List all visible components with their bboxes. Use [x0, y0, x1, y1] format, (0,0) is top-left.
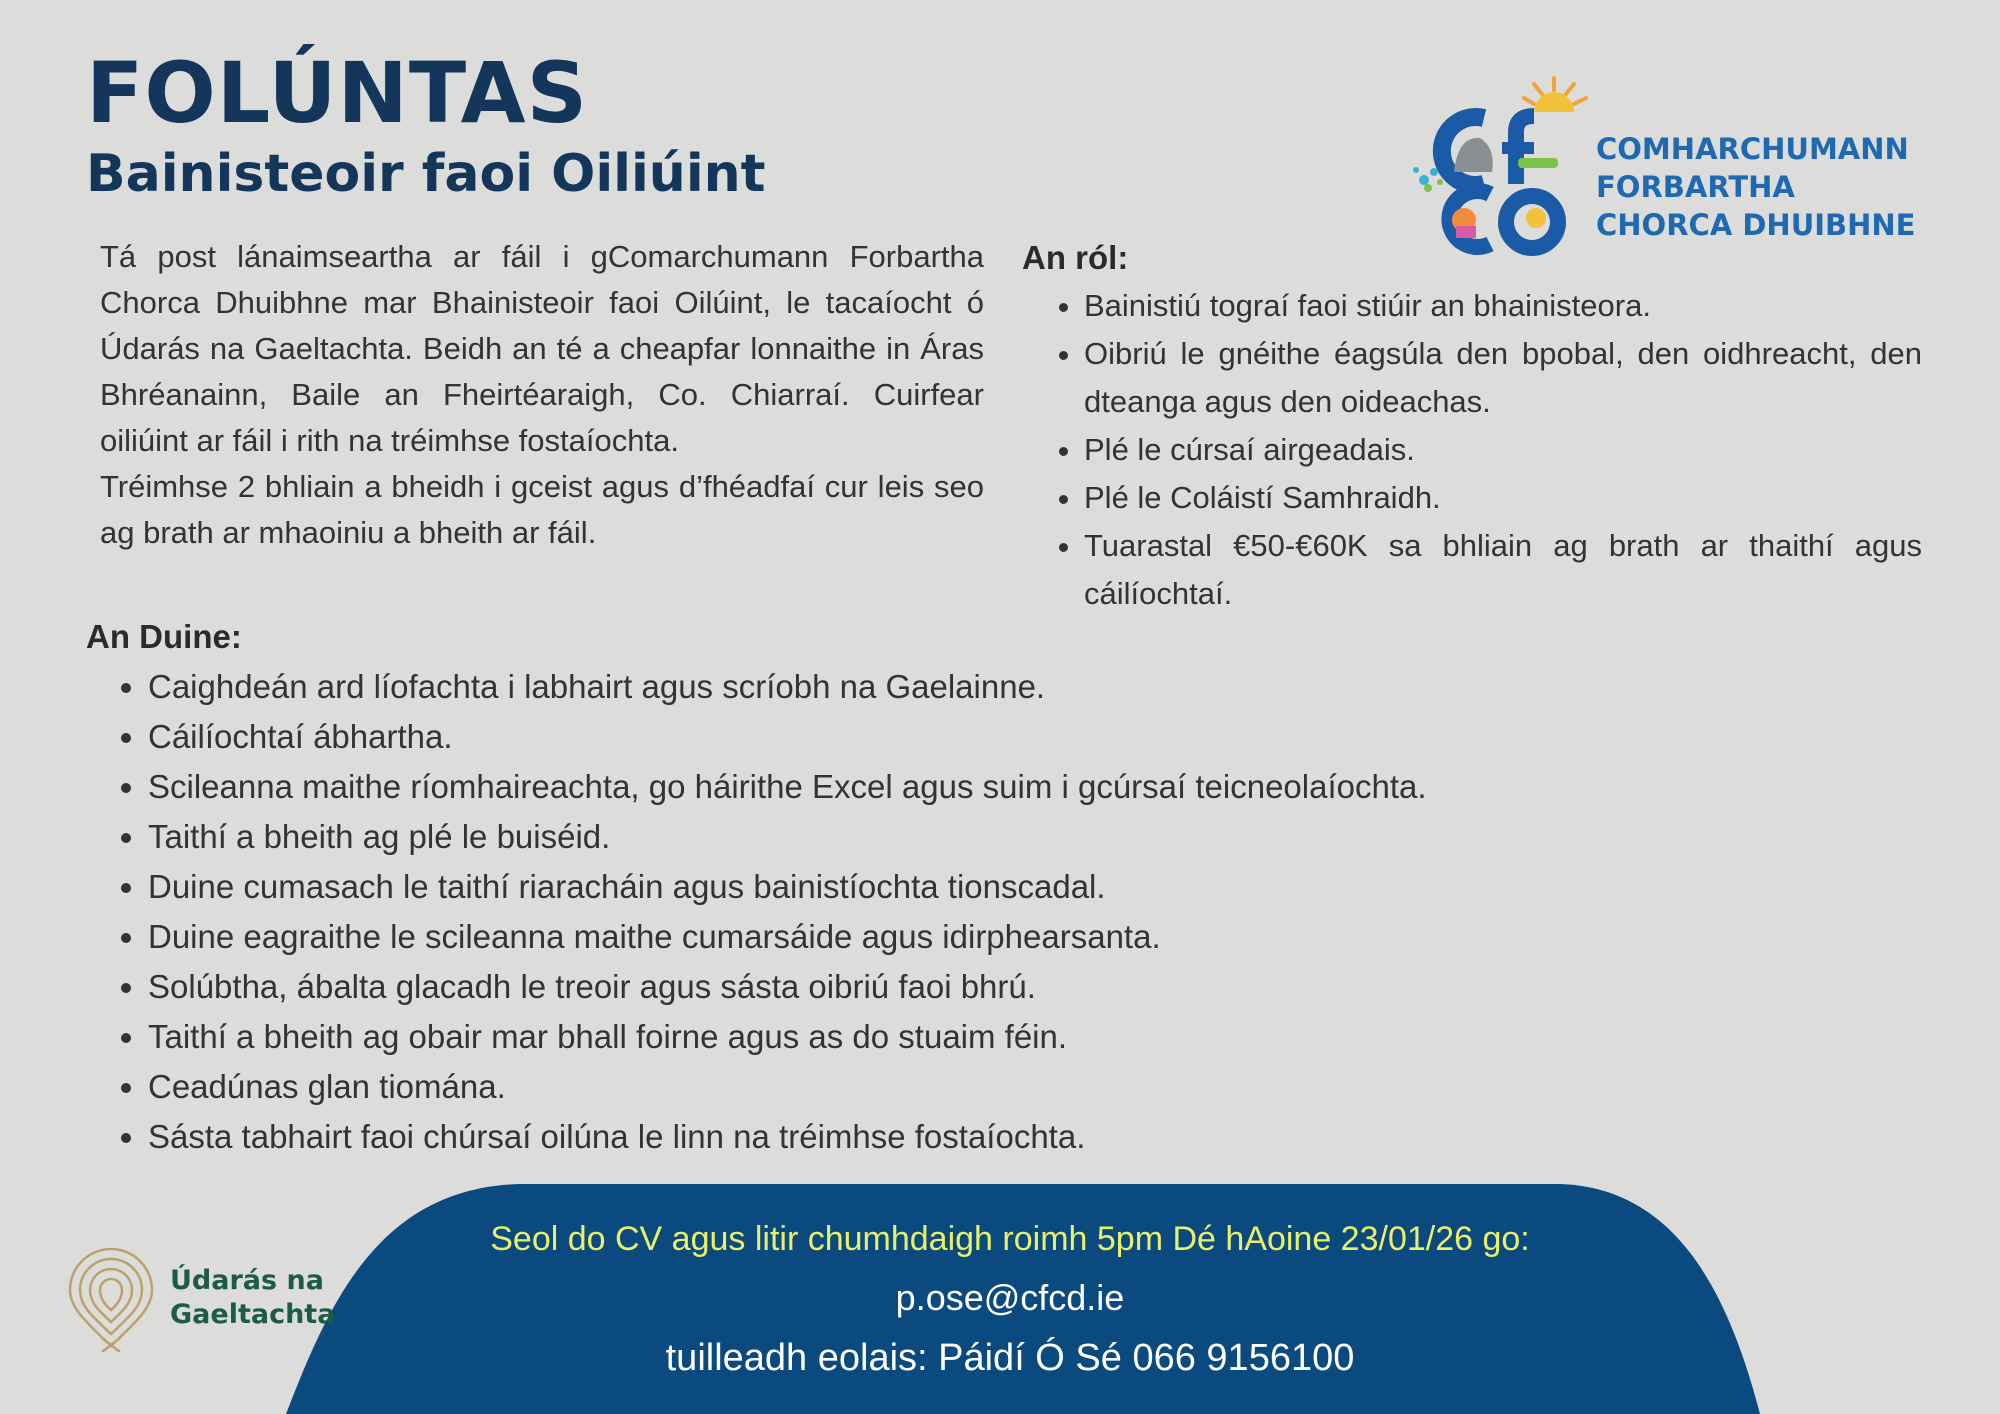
- person-section: [86, 612, 1886, 1162]
- list-item: • Plé le Coláistí Samhraidh.: [1084, 474, 1922, 522]
- udaras-logo-line: Gaeltachta: [170, 1299, 336, 1330]
- contact-email-link[interactable]: p.ose@cfcd.ie: [895, 1277, 1125, 1318]
- page-title: FOLÚNTAS: [86, 44, 589, 142]
- contact-info: tuilleadh eolais: Páidí Ó Sé 066 9156100: [665, 1337, 1355, 1379]
- list-item: • Plé le cúrsaí airgeadais.: [1084, 426, 1922, 474]
- udaras-logo: [66, 1248, 346, 1358]
- intro-paragraph: Tá post lánaimseartha ar fáil i gComarchumann Forbartha Chorca Dhuibhne mar Bhainisteoir faoi Oilúint, le tacaíocht ó Údarás na Gaeltachta. Beidh an té a cheapfar lonnaithe in Áras Bhréanainn, Baile an Fheirtéaraigh, Co. Chiarraí. Cuirfear oiliúint ar fáil i rith na tréimhse fostaíochta.: [100, 239, 984, 458]
- list-item: • Tuarastal €50-€60K sa bhliain ag brath ar thaithí agus cáilíochtaí.: [1084, 522, 1922, 618]
- list-item: • Bainistiú tograí faoi stiúir an bhainisteora.: [1084, 282, 1922, 330]
- person-list: [86, 662, 1886, 1162]
- list-item: • Solúbtha, ábalta glacadh le treoir agus sásta oibriú faoi bhrú.: [148, 962, 1886, 1012]
- list-item: • Sásta tabhairt faoi chúrsaí oilúna le linn na tréimhse fostaíochta.: [148, 1112, 1886, 1162]
- job-title: Bainisteoir faoi Oiliúint: [86, 144, 766, 204]
- list-item: • Taithí a bheith ag obair mar bhall foirne agus as do stuaim féin.: [148, 1012, 1886, 1062]
- list-item: • Caighdeán ard líofachta i labhairt agus scríobh na Gaelainne.: [148, 662, 1886, 712]
- list-item: • Ceadúnas glan tiomána.: [148, 1062, 1886, 1112]
- role-list: [1022, 282, 1922, 618]
- cfcd-logo: [1406, 76, 1926, 256]
- role-heading: An ról:: [1022, 239, 1129, 276]
- list-item: • Duine cumasach le taithí riaracháin agus bainistíochta tionscadal.: [148, 862, 1886, 912]
- list-item: • Duine eagraithe le scileanna maithe cumarsáide agus idirphearsanta.: [148, 912, 1886, 962]
- cfcd-logo-line: COMHARCHUMANN: [1596, 132, 1909, 166]
- role-section: [1022, 234, 1922, 618]
- intro-section: [100, 234, 984, 556]
- cfcd-logo-line: CHORCA DHUIBHNE: [1596, 208, 1916, 242]
- list-item: • Taithí a bheith ag plé le buiséid.: [148, 812, 1886, 862]
- udaras-emblem-icon: [66, 1248, 156, 1352]
- cfcd-logo-line: FORBARTHA: [1596, 170, 1795, 204]
- list-item: • Cáilíochtaí ábhartha.: [148, 712, 1886, 762]
- person-heading: An Duine:: [86, 618, 242, 655]
- cfcd-logo-text: [1596, 130, 1916, 244]
- list-item: • Oibriú le gnéithe éagsúla den bpobal, den oidhreacht, den dteanga agus den oideachas.: [1084, 330, 1922, 426]
- udaras-logo-text: [170, 1264, 335, 1332]
- udaras-logo-line: Údarás na: [170, 1265, 324, 1296]
- list-item: • Scileanna maithe ríomhaireachta, go háirithe Excel agus suim i gcúrsaí teicneolaíochta.: [148, 762, 1886, 812]
- application-deadline: Seol do CV agus litir chumhdaigh roimh 5pm Dé hAoine 23/01/26 go:: [490, 1220, 1530, 1258]
- cfcd-emblem-icon: [1406, 76, 1596, 256]
- intro-paragraph: Tréimhse 2 bhliain a bheidh i gceist agus d’fhéadfaí cur leis seo ag brath ar mhaoiniu a bheith ar fáil.: [100, 469, 984, 550]
